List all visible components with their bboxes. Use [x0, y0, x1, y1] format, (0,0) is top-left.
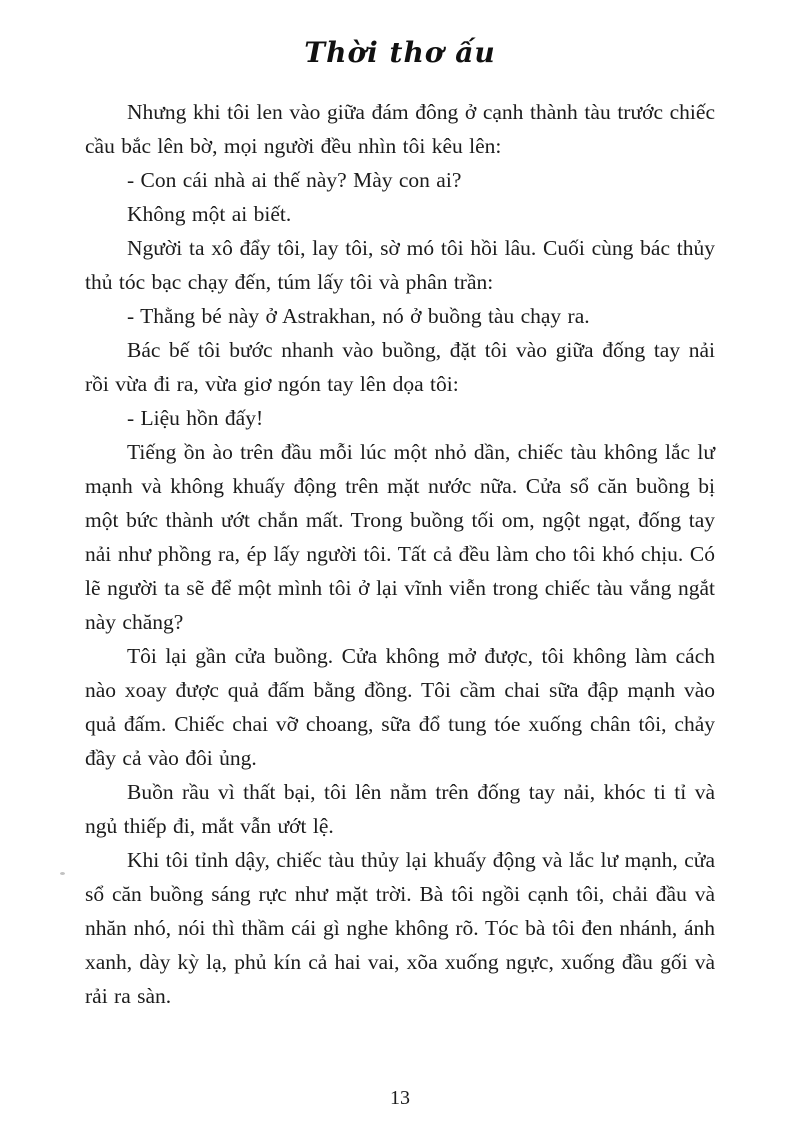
paragraph: Khi tôi tỉnh dậy, chiếc tàu thủy lại khuấy động và lắc lư mạnh, cửa sổ căn buồng sáng rực như mặt trời. Bà tôi ngồi cạnh tôi, chải đầu và nhăn nhó, nói thì thầm cái gì nghe không rõ. Tóc bà tôi đen nhánh, ánh xanh, dày kỳ lạ, phủ kín cả hai vai, xõa xuống ngực, xuống đầu gối và rải ra sàn.	[85, 848, 715, 1008]
page-footer	[0, 1087, 800, 1110]
dialogue-paragraph: - Thằng bé này ở Astrakhan, nó ở buồng tàu chạy ra.	[127, 304, 590, 328]
paragraph: Không một ai biết.	[127, 202, 292, 226]
paragraph: Người ta xô đẩy tôi, lay tôi, sờ mó tôi hồi lâu. Cuối cùng bác thủy thủ tóc bạc chạy đến, túm lấy tôi và phân trần:	[85, 236, 715, 294]
dialogue-paragraph: - Con cái nhà ai thế này? Mày con ai?	[127, 168, 462, 192]
paragraph: Tiếng ồn ào trên đầu mỗi lúc một nhỏ dần, chiếc tàu không lắc lư mạnh và không khuấy động trên mặt nước nữa. Cửa sổ căn buồng bị một bức thành ướt chắn mất. Trong buồng tối om, ngột ngạt, đống tay nải như phồng ra, ép lấy người tôi. Tất cả đều làm cho tôi khó chịu. Có lẽ người ta sẽ để một mình tôi ở lại vĩnh viễn trong chiếc tàu vắng ngắt này chăng?	[85, 440, 715, 634]
page-body	[0, 95, 800, 1013]
paragraph: Buồn rầu vì thất bại, tôi lên nằm trên đống tay nải, khóc ti tỉ và ngủ thiếp đi, mắt vẫn ướt lệ.	[85, 780, 715, 838]
chapter-title: Thời thơ ấu	[304, 36, 496, 69]
dialogue-paragraph: - Liệu hồn đấy!	[127, 406, 264, 430]
print-speck	[60, 872, 65, 875]
page-number: 13	[390, 1087, 410, 1109]
paragraph: Nhưng khi tôi len vào giữa đám đông ở cạnh thành tàu trước chiếc cầu bắc lên bờ, mọi người đều nhìn tôi kêu lên:	[85, 100, 715, 158]
paragraph: Bác bế tôi bước nhanh vào buồng, đặt tôi vào giữa đống tay nải rồi vừa đi ra, vừa giơ ngón tay lên dọa tôi:	[85, 338, 715, 396]
running-header	[0, 0, 800, 69]
paragraph: Tôi lại gần cửa buồng. Cửa không mở được, tôi không làm cách nào xoay được quả đấm bằng đồng. Tôi cầm chai sữa đập mạnh vào quả đấm. Chiếc chai vỡ choang, sữa đổ tung tóe xuống chân tôi, chảy đầy cả vào đôi ủng.	[85, 644, 715, 770]
